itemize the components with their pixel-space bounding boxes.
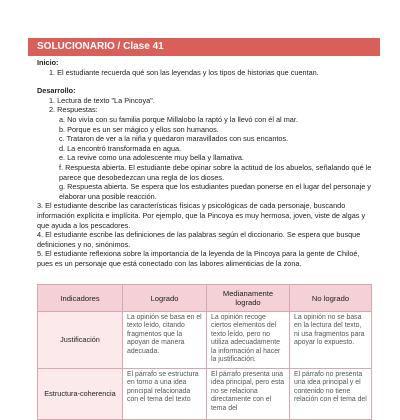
no-logrado-cell: El párrafo no presenta una idea principal y el contenido no tiene relación con el tema del xyxy=(290,369,372,420)
desarrollo-item-3: 3. El estudiante describe las características físicas y psicológicas de cada personaje, buscando información explícita e implícita. Por ejemplo, que la Pincoya es muy hermosa, joven, viste de algas y que ayuda a los pescadores. xyxy=(37,201,366,230)
inicio-heading: Inicio: xyxy=(37,58,59,67)
indicator-cell: Justificación xyxy=(38,312,123,369)
desarrollo-heading: Desarrollo: xyxy=(37,86,76,96)
answer-a: a. No vivía con su familia porque Millalobo la raptó y la llevó con él al mar. xyxy=(59,114,298,124)
logrado-cell: La opinión se basa en el texto leído, citando fragmentos que la apoyan de manera adecuada. xyxy=(123,312,207,369)
header-indicadores: Indicadores xyxy=(38,285,123,312)
document-body xyxy=(37,58,372,268)
desarrollo-item-5: 5. El estudiante reflexiona sobre la importancia de la leyenda de la Pincoya para la gente de Chiloé, pues es un personaje que está conectado con las labores alimenticias de la zona. xyxy=(37,249,360,268)
header-logrado: Logrado xyxy=(123,285,207,312)
answer-g: g. Respuesta abierta. Se espera que los estudiantes puedan ponerse en el lugar del personaje y elaborar una posible reacción. xyxy=(59,182,371,201)
no-logrado-cell: La opinión no se basa en la lectura del texto, ni usa fragmentos para apoyar lo expuesto. xyxy=(290,312,372,369)
desarrollo-item-4: 4. El estudiante escribe las definiciones de las palabras según el diccionario. Se espera que busque definiciones y no, sinónimos. xyxy=(37,230,361,249)
logrado-cell: El párrafo se estructura en torno a una idea principal relacionada con el tema del texto xyxy=(123,369,207,420)
table-row xyxy=(38,369,372,420)
answer-e: e. La revive como una adolescente muy bella y llamativa. xyxy=(59,153,244,163)
header-medianamente-logrado: Medianamente logrado xyxy=(207,285,290,312)
indicator-cell: Estructura-coherencia xyxy=(38,369,123,420)
inicio-item: 1. El estudiante recuerda qué son las leyendas y los tipos de historias que cuentan. xyxy=(49,67,319,77)
page-banner xyxy=(28,38,380,56)
desarrollo-item-2: 2. Respuestas: xyxy=(49,105,98,115)
answer-f: f. Respuesta abierta. El estudiante debe opinar sobre la actitud de los abuelos, señalando qué le parece que desobedezcan una regla de los dioses. xyxy=(59,162,372,182)
rubric-header-row xyxy=(38,285,372,312)
answer-d: d. La encontró transformada en agua. xyxy=(59,143,182,153)
medianamente-cell: La opinión recoge ciertos elementos del texto leído, pero no utiliza adecuadamente la información al hacer la justificación. xyxy=(207,312,290,369)
desarrollo-item-1: 1. Lectura de texto "La Pincoya". xyxy=(49,95,155,105)
answer-c: c. Trataron de ver a la niña y quedaron maravillados con sus encantos. xyxy=(59,134,289,144)
table-row xyxy=(38,312,372,369)
banner-title: SOLUCIONARIO / Clase 41 xyxy=(37,41,164,52)
answer-b: b. Porque es un ser mágico y ellos son humanos. xyxy=(59,124,219,134)
medianamente-cell: El párrafo presenta una idea principal, pero esta no se relaciona directamente con el tema del xyxy=(207,369,290,420)
spacer xyxy=(37,77,372,86)
header-no-logrado: No logrado xyxy=(290,285,372,312)
